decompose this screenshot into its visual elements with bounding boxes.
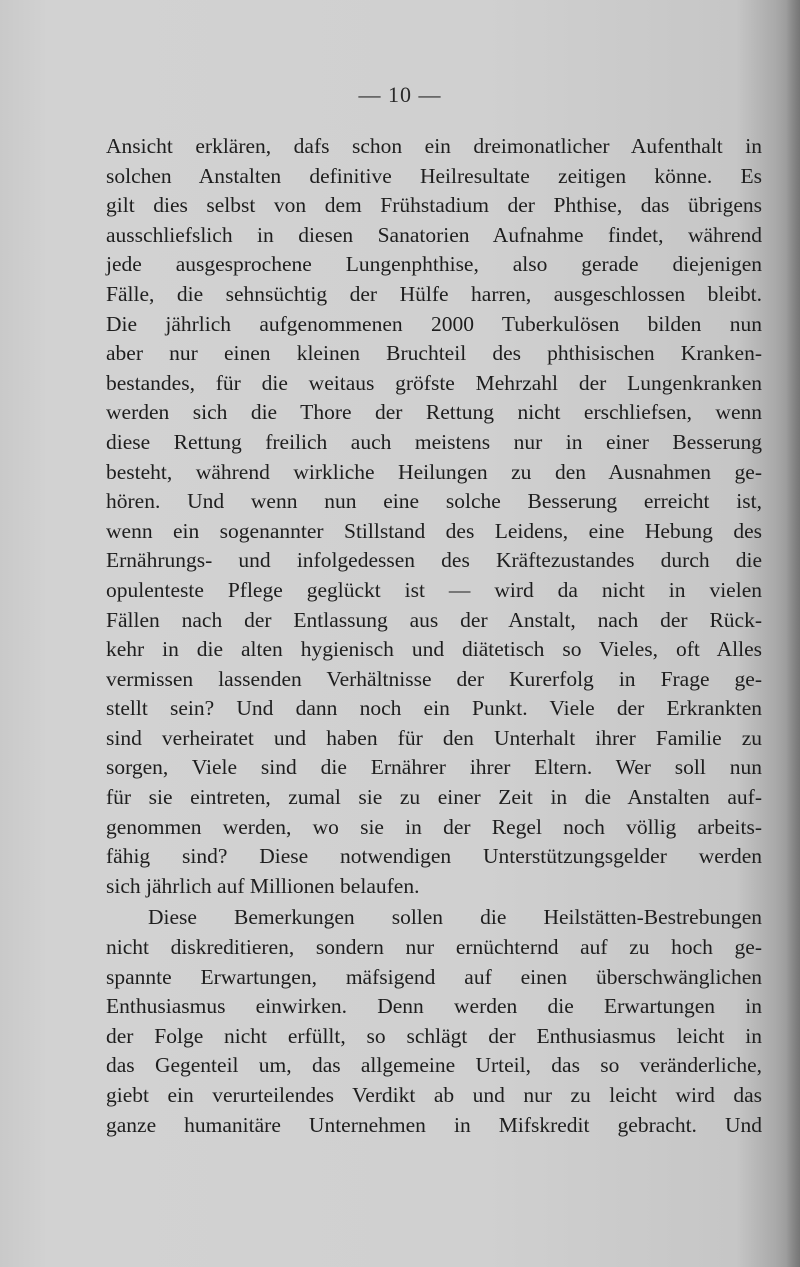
text-line: Enthusiasmus einwirken. Denn werden die Erwartungen in xyxy=(106,994,762,1019)
text-line: Die jährlich aufgenommenen 2000 Tuberkulösen bilden nun xyxy=(106,311,762,336)
text-line: sich jährlich auf Millionen belaufen. xyxy=(106,873,420,898)
text-line: bestandes, für die weitaus gröfste Mehrzahl der Lungenkranken xyxy=(106,370,762,395)
text-line: sind verheiratet und haben für den Unterhalt ihrer Familie zu xyxy=(106,725,762,750)
text-line: der Folge nicht erfüllt, so schlägt der Enthusiasmus leicht in xyxy=(106,1023,762,1048)
text-line: nicht diskreditieren, sondern nur ernüchternd auf zu hoch ge- xyxy=(106,935,762,960)
text-line: wenn ein sogenannter Stillstand des Leidens, eine Hebung des xyxy=(106,518,762,543)
text-line: solchen Anstalten definitive Heilresultate zeitigen könne. Es xyxy=(106,163,762,188)
text-line: fähig sind? Diese notwendigen Unterstützungsgelder werden xyxy=(106,844,762,869)
text-line: Fällen nach der Entlassung aus der Anstalt, nach der Rück- xyxy=(106,607,762,632)
page-edge-shadow xyxy=(786,0,800,1267)
text-line: hören. Und wenn nun eine solche Besserung erreicht ist, xyxy=(106,489,762,514)
text-line: aber nur einen kleinen Bruchteil des phthisischen Kranken- xyxy=(106,341,762,366)
text-line: Ansicht erklären, dafs schon ein dreimonatlicher Aufenthalt in xyxy=(106,134,762,158)
text-line: Diese Bemerkungen sollen die Heilstätten-Bestrebungen xyxy=(148,905,762,930)
text-line: diese Rettung freilich auch meistens nur in einer Besserung xyxy=(106,429,762,454)
text-line: Ernährungs- und infolgedessen des Kräftezustandes durch die xyxy=(106,548,762,573)
text-line: werden sich die Thore der Rettung nicht erschliefsen, wenn xyxy=(106,400,762,425)
text-line: sorgen, Viele sind die Ernährer ihrer Eltern. Wer soll nun xyxy=(106,755,762,780)
page-number-header: — 10 — xyxy=(358,82,442,107)
text-line: genommen werden, wo sie in der Regel noch völlig arbeits- xyxy=(106,814,762,839)
text-line: jede ausgesprochene Lungenphthise, also gerade diejenigen xyxy=(106,252,762,277)
text-line: vermissen lassenden Verhältnisse der Kurerfolg in Frage ge- xyxy=(106,666,762,691)
text-line: gilt dies selbst von dem Frühstadium der Phthise, das übrigens xyxy=(106,193,762,218)
text-line: giebt ein verurteilendes Verdikt ab und nur zu leicht wird das xyxy=(106,1083,762,1107)
body-text xyxy=(106,132,762,1140)
text-line: spannte Erwartungen, mäfsigend auf einen überschwänglichen xyxy=(106,964,762,989)
text-line: besteht, während wirkliche Heilungen zu den Ausnahmen ge- xyxy=(106,459,762,484)
text-line: stellt sein? Und dann noch ein Punkt. Viele der Erkrankten xyxy=(106,696,762,721)
text-line: ausschliefslich in diesen Sanatorien Aufnahme findet, während xyxy=(106,222,762,247)
text-line: für sie eintreten, zumal sie zu einer Zeit in die Anstalten auf- xyxy=(106,785,762,810)
text-line: das Gegenteil um, das allgemeine Urteil, das so veränderliche, xyxy=(106,1053,762,1078)
text-line: kehr in die alten hygienisch und diätetisch so Vieles, oft Alles xyxy=(106,637,762,662)
text-line: Fälle, die sehnsüchtig der Hülfe harren, ausgeschlossen bleibt. xyxy=(106,281,762,306)
text-line: ganze humanitäre Unternehmen in Mifskredit gebracht. Und xyxy=(106,1112,762,1137)
text-line: opulenteste Pflege geglückt ist — wird da nicht in vielen xyxy=(106,577,762,602)
